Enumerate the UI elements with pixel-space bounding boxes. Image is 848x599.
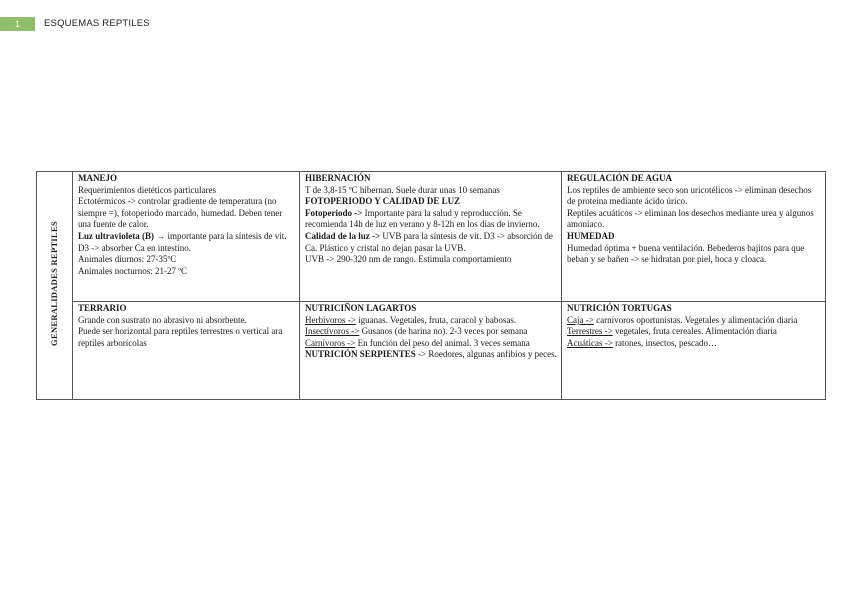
cell-text-part: Gusanos (de harina no). 2-3 veces por semana — [359, 326, 528, 337]
cell-text — [78, 231, 295, 254]
cell-text: Animales nocturnos: 21-27 ºC — [78, 265, 188, 276]
cell-text-part: UVB para la síntesis de vit. D3 -> absorción de Ca. Plástico y cristal no dejan pasar la UVB. — [305, 230, 553, 253]
emphasis-text: Fotoperiodo -> — [305, 207, 365, 218]
underlined-term: Caja -> — [567, 314, 594, 325]
page-number: 1 — [0, 17, 35, 31]
cell-text: Animales diurnos: 27-35ºC — [78, 254, 177, 265]
underlined-term: Insectívoros -> — [305, 326, 360, 337]
cell-agua — [562, 172, 826, 302]
cell-text-part: carnívoros oportunistas. Vegetales y alimentación diaria — [593, 314, 798, 325]
cell-title: REGULACIÓN DE AGUA — [567, 173, 673, 183]
cell-text — [305, 231, 557, 254]
page-title: ESQUEMAS REPTILES — [44, 18, 150, 29]
side-label-cell — [37, 172, 73, 400]
table-row — [37, 172, 826, 302]
cell-hibernacion — [300, 172, 562, 302]
underlined-term: Terrestres -> — [567, 326, 613, 337]
emphasis-text: Calidad de la luz -> — [305, 230, 383, 241]
cell-text: Ectotérmicos -> controlar gradiente de temperatura (no siempre =), fotoperiodo marcado, humedad. Deben tener una fuente de calor. — [78, 196, 283, 230]
cell-text-part: En función del peso del animal. 3 veces semana — [355, 337, 530, 348]
underlined-term: Acuáticas -> — [567, 337, 613, 348]
cell-text: Puede ser horizontal para reptiles terrestres o vertical ara reptiles arborícolas — [78, 326, 283, 348]
cell-title: NUTRICIÑON LAGARTOS — [305, 303, 417, 313]
scheme-table — [36, 171, 826, 400]
side-label: GENERALIDADES REPTILES — [48, 221, 59, 347]
cell-subtitle: FOTOPERIODO Y CALIDAD DE LUZ — [305, 196, 461, 207]
cell-manejo — [73, 172, 300, 302]
cell-title: TERRARIO — [78, 303, 127, 313]
cell-text-part: iguanas. Vegetales, fruta, caracol y babosas. — [355, 314, 517, 325]
cell-lagartos — [300, 302, 562, 400]
cell-text-part: Importante para la salud y reproducción. Se recomienda 14h de luz en verano y 8-12h en los días de invierno. — [305, 207, 540, 230]
table-row — [37, 302, 826, 400]
cell-subtitle: HUMEDAD — [567, 230, 615, 241]
cell-text-part: vegetales, fruta cereales. Alimentación diaria — [612, 326, 777, 337]
cell-text-part: importante para la síntesis de vit. D3 -> absorber Ca en intestino. — [78, 230, 287, 253]
cell-tortugas — [562, 302, 826, 400]
cell-text: Los reptiles de ambiente seco son uricotélicos -> eliminan desechos de proteína mediante ácido úrico. — [567, 184, 812, 207]
cell-title: HIBERNACIÓN — [305, 173, 371, 183]
cell-text — [305, 338, 557, 350]
cell-text: Requerimientos dietéticos particulares — [78, 184, 216, 195]
cell-text — [305, 326, 557, 338]
cell-text — [567, 326, 821, 338]
cell-text: Grande con sustrato no abrasivo ni absorbente. — [78, 314, 247, 325]
cell-title: MANEJO — [78, 173, 117, 183]
cell-text: Reptiles acuáticos -> eliminan los desechos mediante urea y algunos amoníaco. — [567, 207, 814, 230]
underlined-term: Herbívoros -> — [305, 314, 356, 325]
cell-text — [567, 315, 821, 327]
emphasis-text: Luz ultravioleta (B) → — [78, 230, 168, 241]
cell-text: T de 3,8-15 ºC hibernan. Suele durar unas 10 semanas — [305, 184, 500, 195]
cell-text — [305, 349, 557, 361]
cell-text: UVB -> 290-320 nm de rango. Estimula comportamiento — [305, 254, 512, 265]
cell-terrario — [73, 302, 300, 400]
cell-text — [567, 338, 821, 350]
cell-text-part: ratones, insectos, pescado… — [612, 337, 718, 348]
cell-text — [305, 315, 557, 327]
page-header — [0, 17, 300, 31]
cell-title: NUTRICIÓN TORTUGAS — [567, 303, 672, 313]
cell-text — [305, 208, 557, 231]
underlined-term: Carnívoros -> — [305, 337, 356, 348]
cell-text: Humedad óptima + buena ventilación. Bebederos bajitos para que beban y se bañen -> se hidratan por piel, boca y cloaca. — [567, 242, 805, 265]
cell-text-part: -> Roedores, algunas anfibios y peces. — [415, 349, 557, 360]
emphasis-text: NUTRICIÓN SERPIENTES — [305, 349, 416, 360]
